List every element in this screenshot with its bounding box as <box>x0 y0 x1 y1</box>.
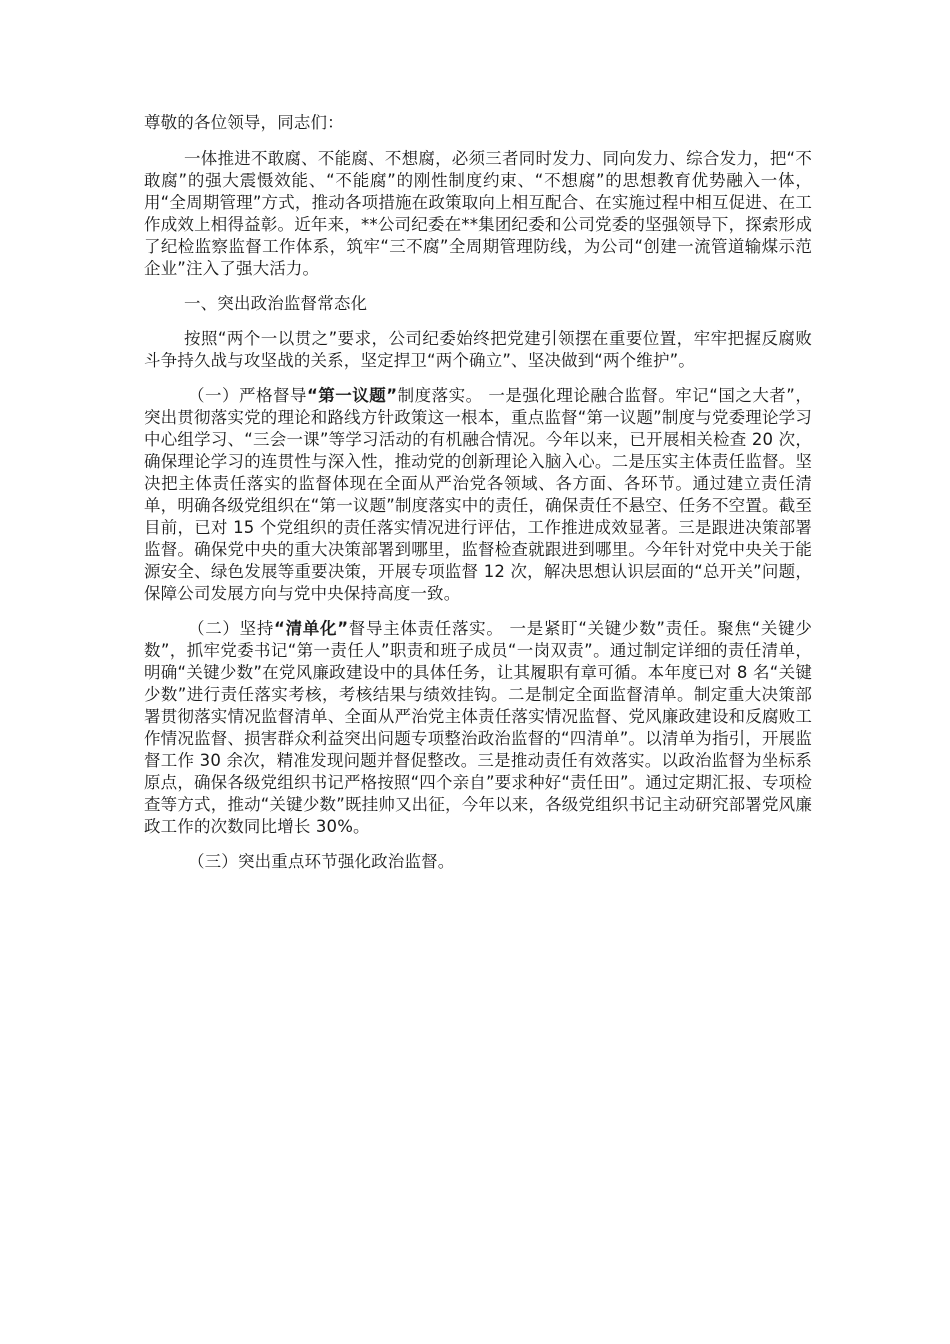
item-1-body: 一是强化理论融合监督。牢记“国之大者”，突出贯彻落实党的理论和路线方针政策这一根本，重点监督“第一议题”制度与党委理论学习中心组学习、“三会一课”等学习活动的有机融合情况。今年以来，已开展相关检查 20 次，确保理论学习的连贯性与深入性，推动党的创新理论入脑入心。二是压实主体责任监督。坚决把主体责任落实的监督体现在全面从严治党各领域、各方面、各环节。通过建立责任清单，明确各级党组织在“第一议题”制度落实中的责任，确保责任不悬空、任务不空置。截至目前，已对 15 个党组织的责任落实情况进行评估，工作推进成效显著。三是跟进决策部署监督。确保党中央的重大决策部署到哪里，监督检查就跟进到哪里。今年针对党中央关于能源安全、绿色发展等重要决策，开展专项监督 12 次，解决思想认识层面的“总开关”问题，保障公司发展方向与党中央保持高度一致。 <box>144 386 813 603</box>
item-1-lead-quote: “第一议题” <box>306 386 398 405</box>
item-2-lead-quote: “清单化” <box>274 619 349 638</box>
item-2-paragraph <box>144 618 812 838</box>
section-1-heading: 一、突出政治监督常态化 <box>184 294 368 313</box>
item-3-heading: （三）突出重点环节强化政治监督。 <box>188 852 455 871</box>
item-1-paragraph <box>144 385 812 605</box>
item-1-lead-prefix: （一）严格督导 <box>188 386 307 405</box>
document-page <box>144 112 812 886</box>
intro-paragraph: 一体推进不敢腐、不能腐、不想腐，必须三者同时发力、同向发力、综合发力，把“不敢腐”的强大震慑效能、“不能腐”的刚性制度约束、“不想腐”的思想教育优势融入一体，用“全周期管理”方式，推动各项措施在政策取向上相互配合、在实施过程中相互促进、在工作成效上相得益彰。近年来，**公司纪委在**集团纪委和公司党委的坚强领导下，探索形成了纪检监察监督工作体系，筑牢“三不腐”全周期管理防线，为公司“创建一流管道输煤示范企业”注入了强大活力。 <box>144 149 812 278</box>
item-2-lead-prefix: （二）坚持 <box>188 619 275 638</box>
item-2-lead-suffix: 督导主体责任落实。 <box>348 619 504 638</box>
section-1-intro-paragraph: 按照“两个一以贯之”要求，公司纪委始终把党建引领摆在重要位置，牢牢把握反腐败斗争持久战与攻坚战的关系，坚定捍卫“两个确立”、坚决做到“两个维护”。 <box>144 329 812 370</box>
salutation: 尊敬的各位领导，同志们： <box>144 113 344 132</box>
item-1-lead-suffix: 制度落实。 <box>397 386 483 405</box>
item-2-body: 一是紧盯“关键少数”责任。聚焦“关键少数”，抓牢党委书记“第一责任人”职责和班子成员“一岗双责”。通过制定详细的责任清单，明确“关键少数”在党风廉政建设中的具体任务，让其履职有章可循。本年度已对 8 名“关键少数”进行责任落实考核，考核结果与绩效挂钩。二是制定全面监督清单。制定重大决策部署贯彻落实情况监督清单、全面从严治党主体责任落实情况监督、党风廉政建设和反腐败工作情况监督、损害群众利益突出问题专项整治政治监督的“四清单”。以清单为指引，开展监督工作 30 余次，精准发现问题并督促整改。三是推动责任有效落实。以政治监督为坐标系原点，确保各级党组织书记严格按照“四个亲自”要求种好“责任田”。通过定期汇报、专项检查等方式，推动“关键少数”既挂帅又出征，今年以来，各级党组织书记主动研究部署党风廉政工作的次数同比增长 30%。 <box>144 619 812 836</box>
